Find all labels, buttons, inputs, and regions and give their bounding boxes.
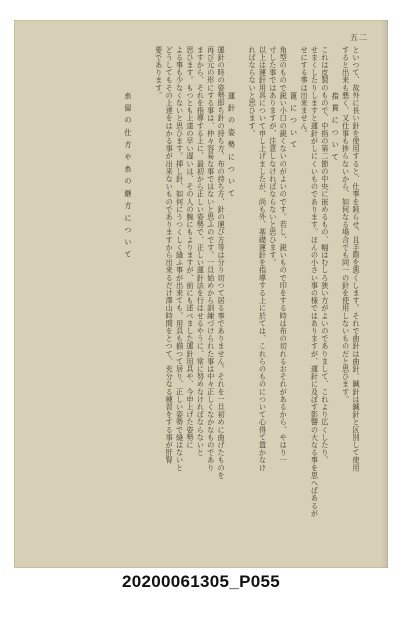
text-column-8: 角型のもので鋭い小口の鋭くないのがよいのです。若し、鋭いもので印をする時は布の切れるおそれがあるから、やはり一 (279, 46, 289, 464)
column-gap (135, 46, 142, 546)
text-column-2: すると出来も悪く、又仕事も捗らないから、如何なる場合でも同一の針を使用しないものだと思ひます。 (341, 46, 351, 404)
book-page (14, 20, 388, 568)
column-gap (145, 46, 152, 546)
text-column-14: 運針の時の姿勢即ち針の持ち方、布の持ち方、針の運び方等は分り切つて居る事でありません。それを一旦初めに曲げたものを (217, 46, 227, 480)
section-heading-thimble: 指貫について (331, 92, 341, 166)
section-heading-thread: 糸留の仕方や糸の継方について (124, 92, 134, 263)
vertical-text-block (44, 46, 360, 546)
text-column-4: これは皮製のもので、中指の第二節の中央に嵌めるもの、幅はむしろ狭い方がよいのでありまして、これより広くしたり、 (320, 46, 330, 464)
text-column-1: といつて、故外に長い針を使用すると、仕事を鈍らせ、且手際を悪くします。それで曲針は曲針、鍼針は鍼針と区別して使用 (352, 46, 361, 472)
text-column-10: 以上は運針用具について申し上げましたが、尚も外、基礎運針を指導する上に於ては、これらのものについて心得て置かなけ (258, 46, 268, 472)
section-heading-spatula: 篦について (289, 92, 299, 153)
column-gap (239, 46, 246, 546)
section-heading-posture: 運針の姿勢について (227, 92, 237, 202)
text-column-5: せまくしたりしますと運針がしにくいものであります。ほんの小さい事の様ではありますが、運針に及ぼす影響の大なる事を思へばあるが (310, 46, 320, 518)
image-caption: 20200061305_P055 (122, 572, 280, 591)
text-column-20: 要であります。 (154, 46, 164, 100)
text-column-6: せにする事は出来ません。 (300, 46, 310, 138)
text-column-11: ればならないと思ひます。 (248, 46, 258, 138)
text-column-19: どうしてもその上達をはかる事が出来ないものでありますから出来るだけ澤山時間をとつて、充分なる練習をする事が肝腎 (165, 46, 175, 464)
text-column-17: 思ひます。もつとも上達の早い遅いは、その人の腕にもよりますが、前にも述べました運針用具や、今申上げた姿勢に (185, 46, 195, 449)
text-column-9: 寸した事ではありますが、注意しなければならないと思ひます。 (268, 46, 278, 267)
text-column-16: ますから、それを指導する上に、最初から正しい姿勢で、正しい運針法を行はせるやうに、常に努めなければならないと (196, 46, 206, 457)
text-column-15: 再び元の形にする事は、仲々容易な事ではないと思ふのです。一旦始めから訓練づけられた事は中々正しくなかなものであり (206, 46, 216, 472)
text-column-18: よる事も少なくないと思ひます。挿し針、如何にうつくしく縫ふ事が出来ても、用具も揃つて居り、正しい姿勢で縫はないと (175, 46, 185, 472)
page-number: 五二 (350, 33, 368, 42)
